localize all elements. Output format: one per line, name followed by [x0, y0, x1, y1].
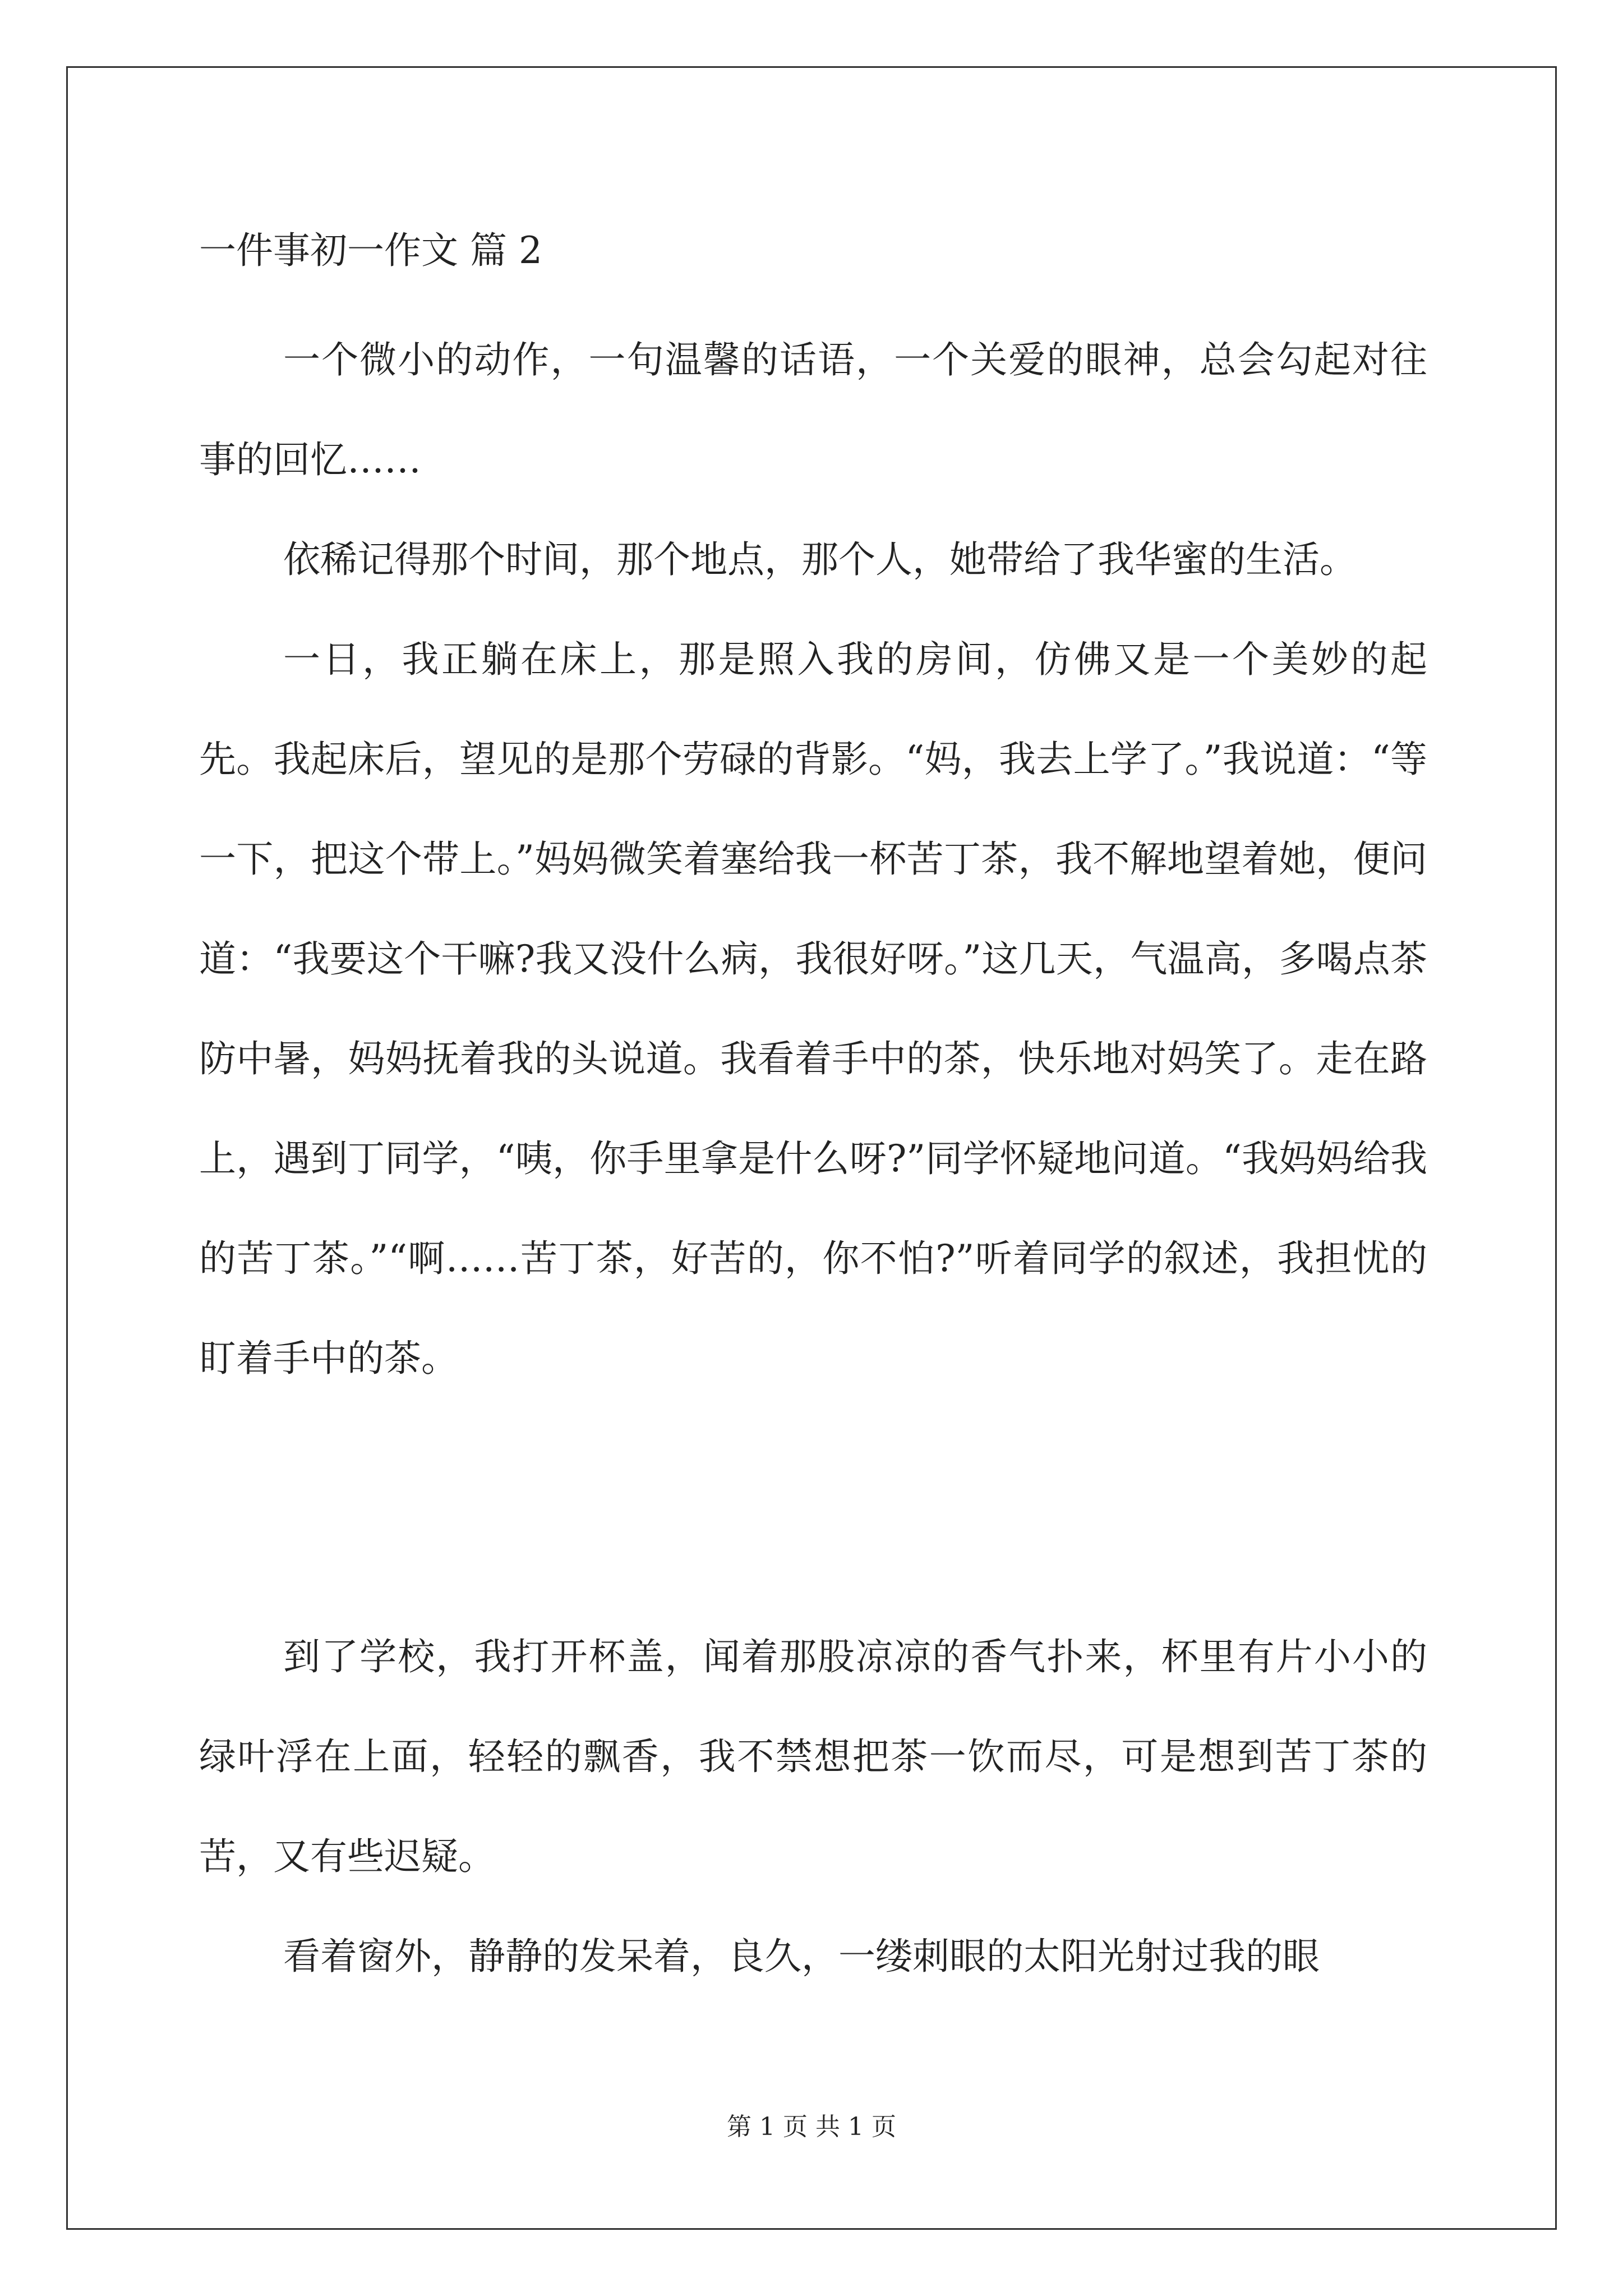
paragraph-3: 一日，我正躺在床上，那是照入我的房间，仿佛又是一个美妙的起先。我起床后，望见的是那个劳碌的背影。“妈，我去上学了。”我说道：“等一下，把这个带上。”妈妈微笑着塞给我一杯苦丁茶，我不解地望着她，便问道：“我要这个干嘛?我又没什么病，我很好呀。”这几天，气温高，多喝点茶防中暑，妈妈抚着我的头说道。我看着手中的茶，快乐地对妈笑了。走在路上，遇到丁同学，“咦，你手里拿是什么呀?”同学怀疑地问道。“我妈妈给我的苦丁茶。”“啊……苦丁茶，好苦的，你不怕?”听着同学的叙述，我担忧的盯着手中的茶。 [199, 638, 1427, 1380]
paragraph-4: 到了学校，我打开杯盖，闻着那股凉凉的香气扑来，杯里有片小小的绿叶浮在上面，轻轻的飘香，我不禁想把茶一饮而尽，可是想到苦丁茶的苦，又有些迟疑。 [199, 1635, 1427, 1878]
paragraph-2: 依稀记得那个时间，那个地点，那个人，她带给了我华蜜的生活。 [283, 538, 1357, 581]
paragraph-5: 看着窗外，静静的发呆着，良久，一缕刺眼的太阳光射过我的眼 [283, 1935, 1320, 1978]
document-title: 一件事初一作文 篇 2 [199, 229, 542, 272]
paragraph-1: 一个微小的动作，一句温馨的话语，一个关爱的眼神，总会勾起对往事的回忆…… [199, 338, 1427, 481]
page-footer: 第 1 页 共 1 页 [727, 2113, 896, 2141]
